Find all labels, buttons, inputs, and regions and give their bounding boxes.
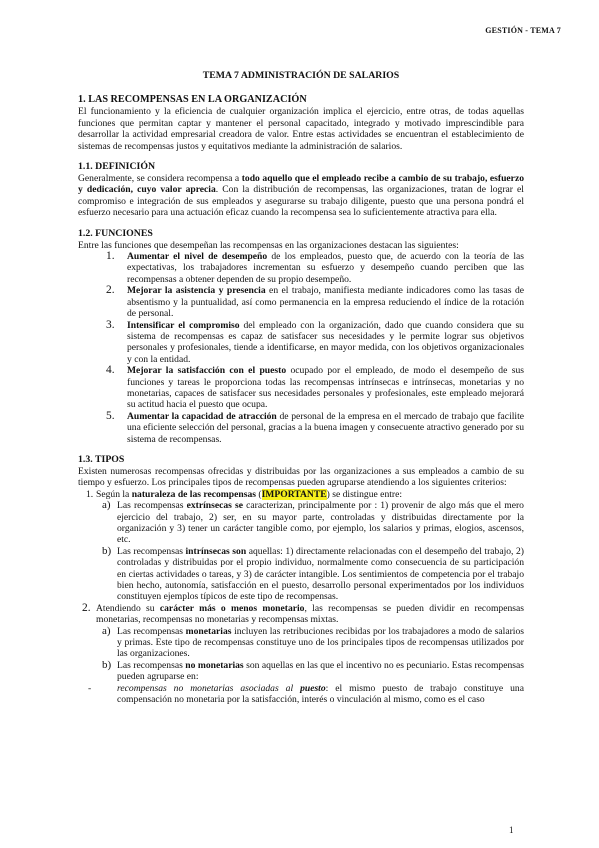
criterion-2-b: b) Las recompensas no monetarias son aquellas en las que el incentivo no es pecuniario. Estas recompensas pueden agruparse en: (102, 658, 525, 683)
page-number: 1 (509, 825, 514, 835)
criterion-2: 2. Atendiendo su carácter más o menos monetario, las recompensas se pueden dividir en recompensas monetarias, recompensas no monetarias y recompensas mixtas. (82, 601, 524, 626)
section-1-3-intro: Existen numerosas recompensas ofrecidas y distribuidas por las organizaciones a sus empleados a cambio de su tiempo y esfuerzo. Los principales tipos de recompensas pueden agruparse atendiendo a los siguientes criterios: (78, 465, 524, 489)
section-1-1-text: Generalmente, se considera recompensa a todo aquello que el empleado recibe a cambio de su trabajo, esfuerzo y dedicación, cuyo valor aprecia. Con la distribución de recompensas, las organizaciones, tratan de lograr el compromiso e integración de sus empleados y asegurarse su trabajo diligente, puesto que una persona pondrá el esfuerzo necesario para una actuación eficaz cuando la recompensa sea lo suficientemente atractiva para ella. (78, 173, 524, 219)
page-content (78, 70, 524, 706)
list-item: 3. Intensificar el compromiso del empleado con la organización, dado que cuando considera que su sistema de recompensas es capaz de satisfacer sus necesidades y le permite lograr sus objetivos personales y profesionales, tiende a identificarse, en mayor medida, con los objetivos organizacionales y con la entidad. (106, 318, 524, 365)
criterion-1: 1. Según la naturaleza de las recompensas (IMPORTANTE) se distingue entre: (86, 488, 403, 500)
list-item: 4. Mejorar la satisfacción con el puesto ocupado por el empleado, de modo el desempeño de sus funciones y tareas le proporciona todas las recompensas intrínsecas e intrínsecas, monetarias y no monetarias, capaces de satisfacer sus necesidades personales y profesionales, este empleado mejorará su actitud hacia el puesto que ocupa. (106, 364, 524, 411)
criterion-2-a: a) Las recompensas monetarias incluyen las retribuciones recibidas por los trabajadores a modo de salarios y primas. Este tipo de recompensas constituye uno de los principales tipos de recompensas utilizados por las organizaciones. (102, 624, 524, 660)
list-item: 5. Aumentar la capacidad de atracción de personal de la empresa en el mercado de trabajo que facilite una eficiente selección del personal, gracias a la buena imagen y consecuente atractivo generado por su sistema de recompensas. (106, 409, 524, 445)
document-title: TEMA 7 ADMINISTRACIÓN DE SALARIOS (202, 70, 400, 81)
functions-list (78, 251, 524, 445)
section-1-heading: 1. LAS RECOMPENSAS EN LA ORGANIZACIÓN (78, 94, 307, 106)
important-highlight: IMPORTANTE (261, 488, 327, 500)
list-item: 1. Aumentar el nivel de desempeño de los empleados, puesto que, de acuerdo con la teoría de las expectativas, los trabajadores incrementan su esfuerzo y desempeño cuando perciben que las recompensas a obtener dependen de su propio desempeño. (106, 250, 524, 285)
section-1-3-heading: 1.3. TIPOS (78, 453, 125, 465)
criterion-1-a: a) Las recompensas extrínsecas se caracterizan, principalmente por : 1) provenir de algo más que el mero ejercicio del trabajo, 2) ser, en su mayor parte, controladas y distribuidas directamente por la organización y 3) tener un carácter tangible como, por ejemplo, los salarios y primas, elogios, ascensos, etc. (102, 499, 524, 546)
section-1-text: El funcionamiento y la eficiencia de cualquier organización implica el ejercicio, entre otras, de todas aquellas funciones que permitan captar y mantener el personal capacitado, integrado y motivado imprescindible para desarrollar la actividad empresarial creadora de valor. Entre estas actividades se encuentran el establecimiento de sistemas de recompensas justos y equitativos mediante la administración de salarios. (78, 106, 524, 152)
criterion-2-b-1: - recompensas no monetarias asociadas al puesto: el mismo puesto de trabajo constituye una compensación no monetaria por la satisfacción, interés o vinculación al mismo, como es el caso (88, 682, 524, 706)
list-item: 2. Mejorar la asistencia y presencia en el trabajo, manifiesta mediante indicadores como las tasas de absentismo y la puntualidad, así como permanencia en la empresa reduciendo el índice de la rotación de personal. (106, 284, 525, 320)
section-1-1-heading: 1.1. DEFINICIÓN (78, 161, 156, 173)
section-1-2-intro: Entre las funciones que desempeñan las recompensas en las organizaciones destacan las siguientes: (78, 239, 459, 251)
section-1-2-heading: 1.2. FUNCIONES (78, 227, 153, 239)
running-header: GESTIÓN - TEMA 7 (485, 26, 561, 35)
criterion-1-b: b) Las recompensas intrínsecas son aquellas: 1) directamente relacionadas con el desempeño del trabajo, 2) controladas y distribuidas por el propio individuo, normalmente como consecuencia de su participación en ciertas actividades o tareas, y 3) de carácter intangible. Los sentimientos de competencia por el trabajo bien hecho, autonomía, satisfacción en el puesto, desarrollo personal experimentados por los individuos constituyen ejemplos típicos de este tipo de recompensas. (102, 544, 525, 603)
